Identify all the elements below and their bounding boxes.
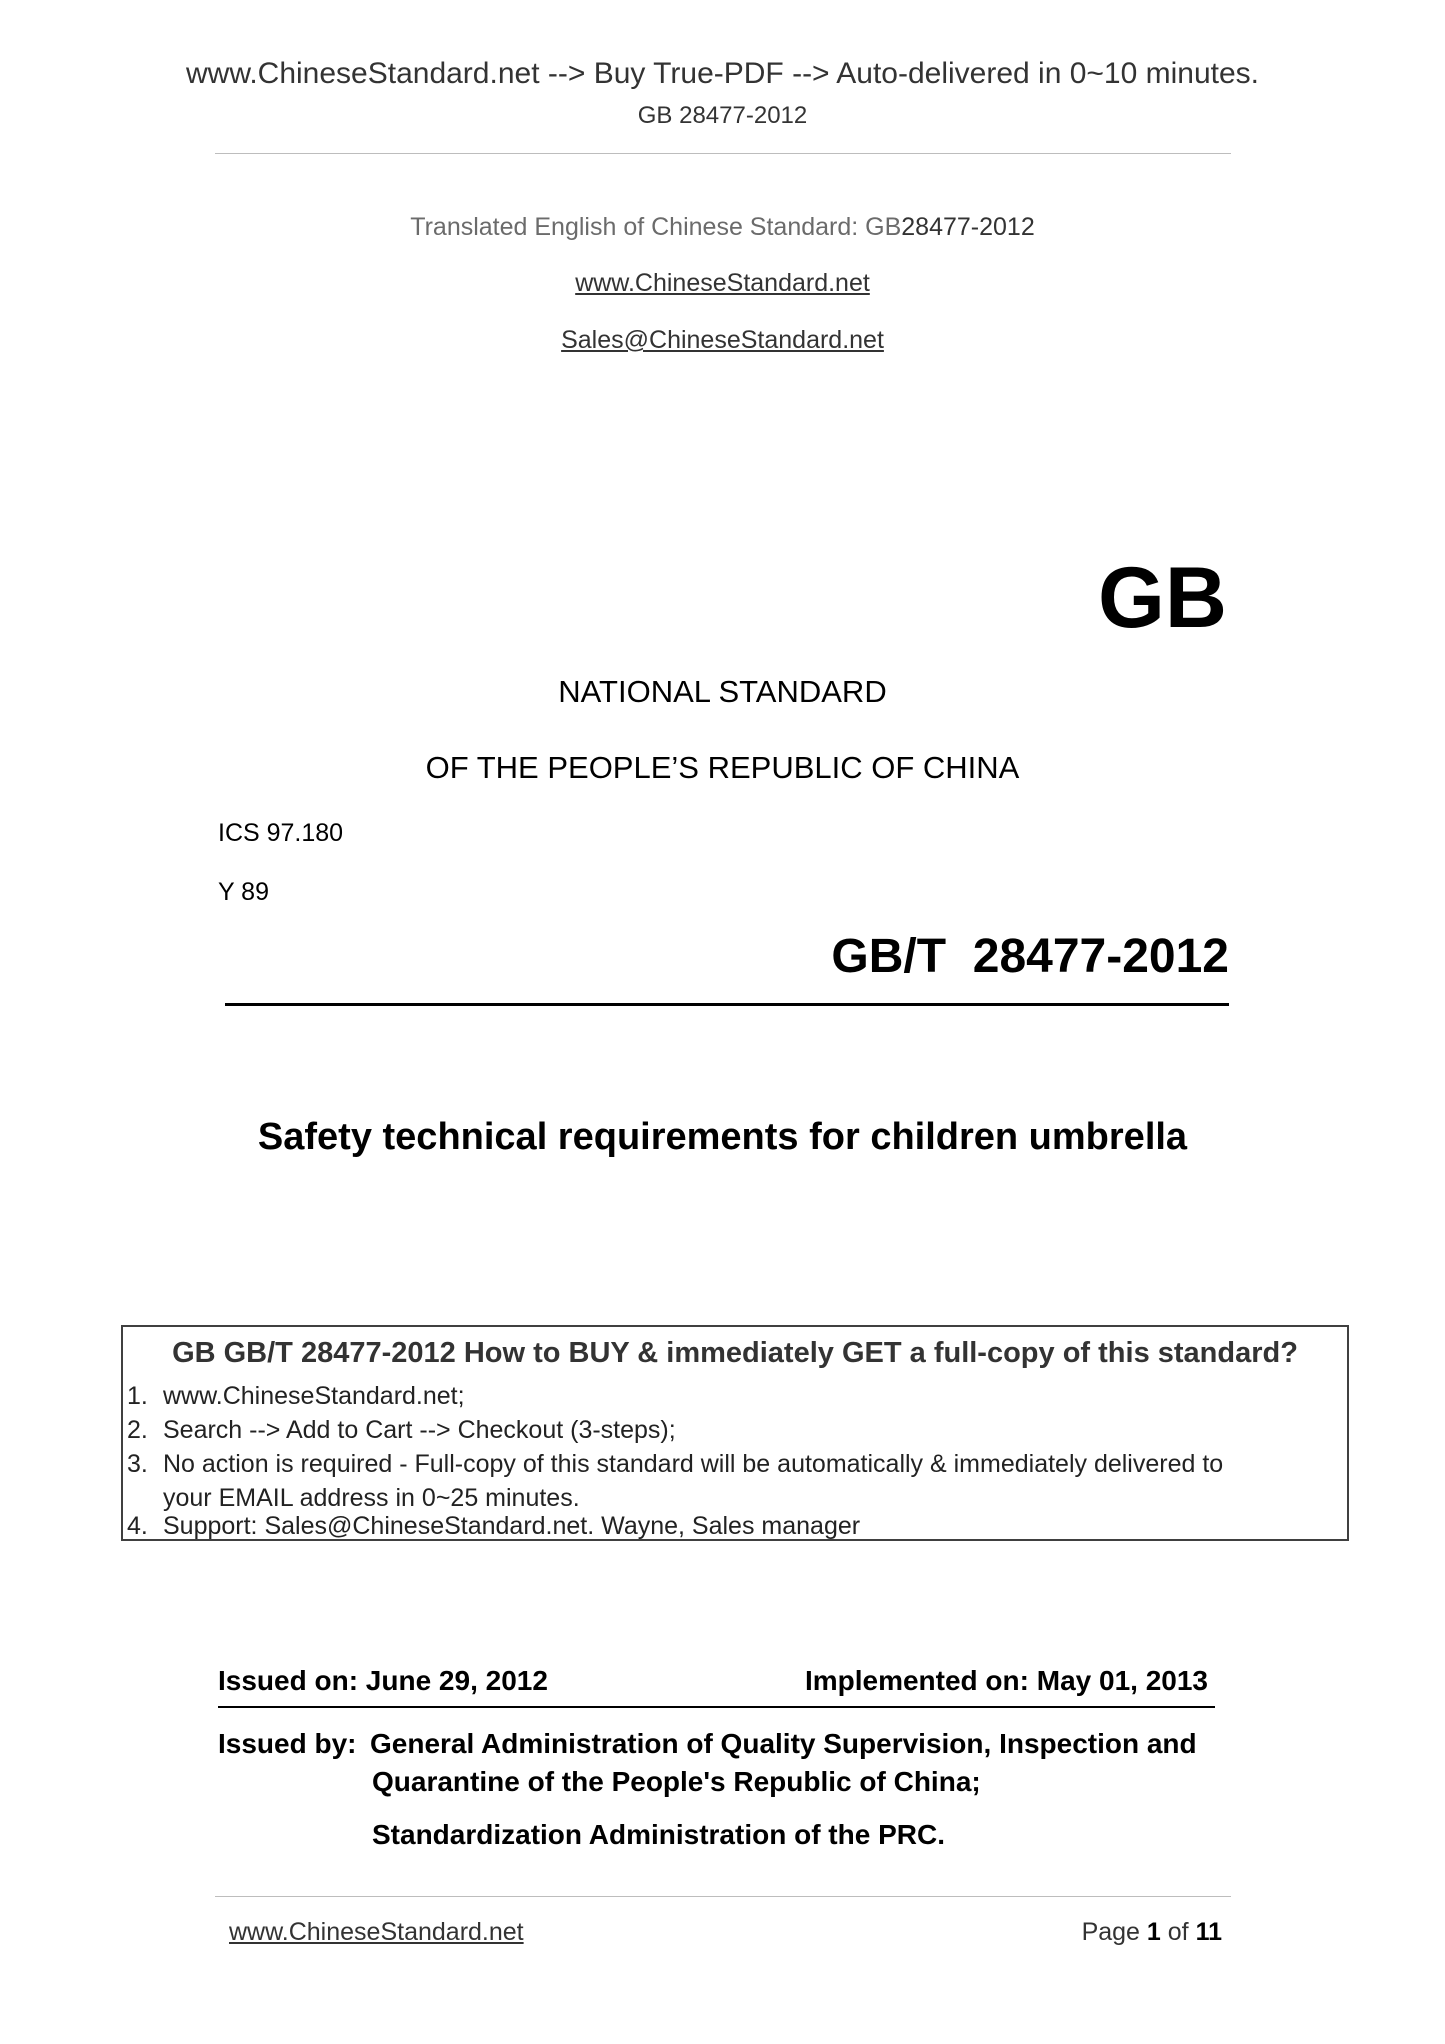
step-text: www.ChineseStandard.net; bbox=[163, 1382, 465, 1410]
page-of: of bbox=[1160, 1918, 1196, 1946]
sales-email-link[interactable]: Sales@ChineseStandard.net bbox=[561, 326, 884, 354]
page-indicator bbox=[1082, 1917, 1222, 1947]
site-link-row bbox=[0, 268, 1445, 298]
step-number: 3. bbox=[127, 1450, 148, 1478]
purchase-step-continuation: your EMAIL address in 0~25 minutes. bbox=[163, 1484, 580, 1512]
page-total: 11 bbox=[1195, 1918, 1222, 1946]
page-current: 1 bbox=[1146, 1918, 1161, 1946]
implemented-on-date: Implemented on: May 01, 2013 bbox=[804, 1665, 1208, 1696]
issued-by-label: Issued by: bbox=[218, 1728, 357, 1759]
issuing-authority-line: Standardization Administration of the PRC. bbox=[372, 1819, 945, 1850]
purchase-info-box bbox=[121, 1325, 1349, 1541]
step-number: 4. bbox=[127, 1512, 148, 1540]
footer-site-link[interactable]: www.ChineseStandard.net bbox=[229, 1918, 524, 1946]
translated-prefix: Translated English of Chinese Standard: GB bbox=[410, 213, 902, 241]
national-standard-heading: NATIONAL STANDARD bbox=[558, 674, 887, 709]
page-prefix: Page bbox=[1081, 1918, 1147, 1946]
classification-code: Y 89 bbox=[218, 878, 269, 906]
issuing-authority-line: Quarantine of the People's Republic of China; bbox=[372, 1766, 981, 1797]
document-title: Safety technical requirements for children umbrella bbox=[257, 1116, 1188, 1158]
purchase-step bbox=[127, 1511, 860, 1541]
ics-code: ICS 97.180 bbox=[218, 819, 344, 847]
issuing-authority-line: General Administration of Quality Supervision, Inspection and bbox=[370, 1728, 1197, 1759]
step-number: 1. bbox=[127, 1382, 148, 1410]
step-number: 2. bbox=[127, 1416, 148, 1444]
site-link[interactable]: www.ChineseStandard.net bbox=[575, 269, 870, 297]
sales-email-row bbox=[0, 325, 1445, 355]
title-divider bbox=[225, 1003, 1229, 1006]
step-text: Search --> Add to Cart --> Checkout (3-steps); bbox=[163, 1416, 676, 1444]
issue-divider bbox=[218, 1706, 1215, 1708]
standard-number: GB/T 28477-2012 bbox=[831, 930, 1229, 983]
purchase-step bbox=[127, 1449, 1223, 1479]
header-standard-code: GB 28477-2012 bbox=[637, 102, 808, 129]
footer-divider bbox=[215, 1896, 1231, 1897]
top-banner: www.ChineseStandard.net --> Buy True-PDF --> Auto-delivered in 0~10 minutes. bbox=[185, 57, 1260, 90]
prc-heading: OF THE PEOPLE’S REPUBLIC OF CHINA bbox=[425, 750, 1020, 785]
purchase-step bbox=[127, 1381, 465, 1411]
gb-mark: GB bbox=[1098, 550, 1227, 646]
translated-number: 28477-2012 bbox=[901, 213, 1035, 241]
step-text: Support: Sales@ChineseStandard.net. Wayne, Sales manager bbox=[163, 1512, 861, 1540]
step-text: No action is required - Full-copy of this standard will be automatically & immediately delivered to bbox=[163, 1450, 1224, 1478]
purchase-heading: GB GB/T 28477-2012 How to BUY & immediately GET a full-copy of this standard? bbox=[172, 1337, 1298, 1369]
purchase-step bbox=[127, 1415, 676, 1445]
issued-on-date: Issued on: June 29, 2012 bbox=[218, 1665, 548, 1696]
translated-notice bbox=[0, 212, 1445, 242]
header-divider bbox=[215, 153, 1231, 154]
